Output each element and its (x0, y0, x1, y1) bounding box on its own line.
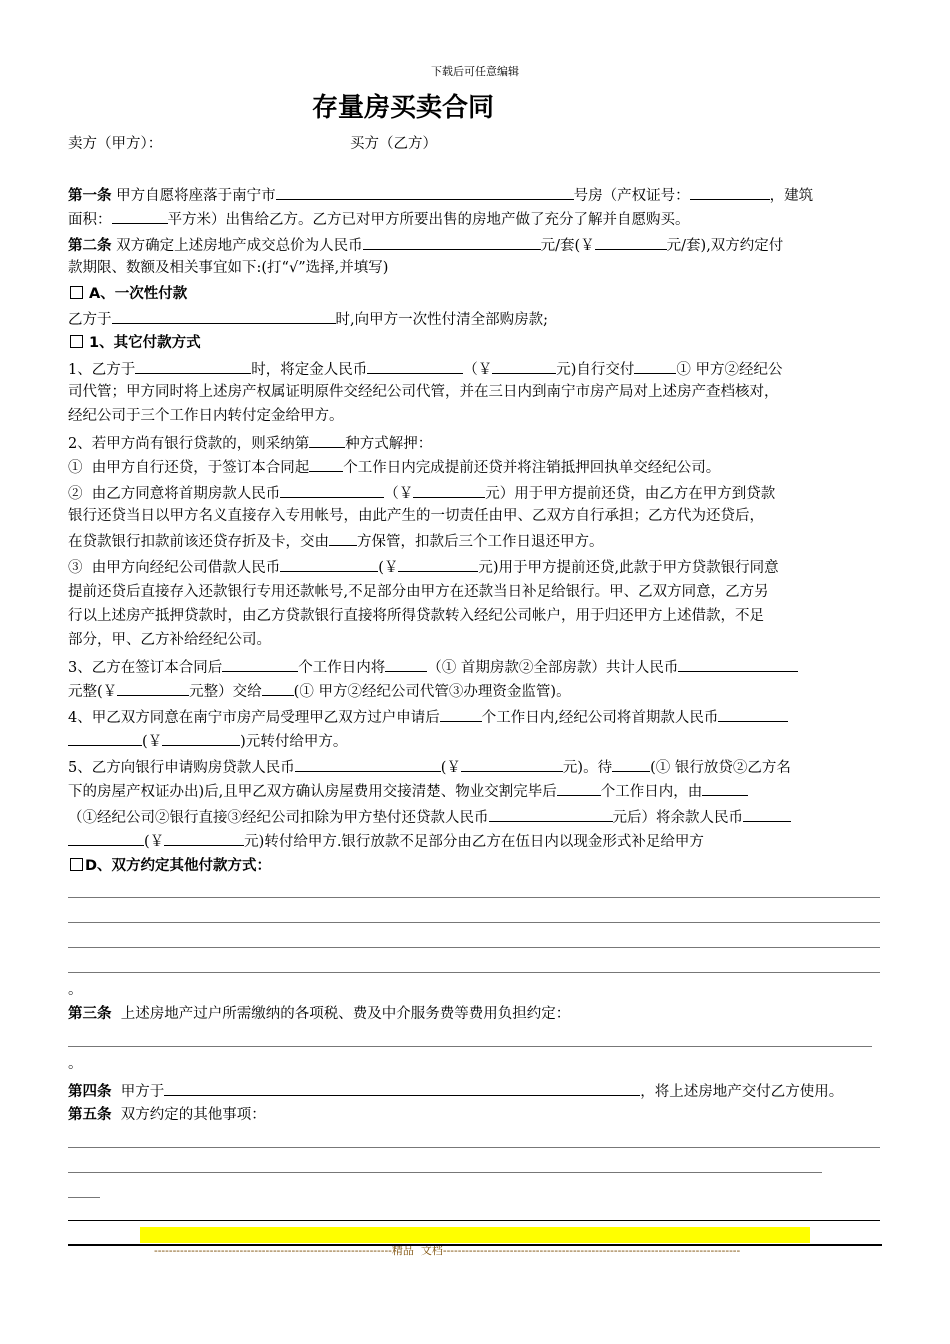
clause-3-line-2 (68, 680, 571, 702)
seller-label: 卖方（甲方）： (68, 136, 163, 152)
clause-3-text-1: 3、乙方在签订本合同后 (68, 660, 223, 676)
clause-5-line-2 (68, 780, 748, 802)
clause-2-text-12: (￥ (378, 560, 399, 576)
article-5-blank-line-1[interactable] (68, 1147, 880, 1148)
option-d-blank-line-3[interactable] (68, 947, 880, 948)
payment-type-blank[interactable] (385, 656, 427, 672)
advance-amount-blank[interactable] (489, 806, 613, 822)
article-5-line (68, 1105, 266, 1125)
clause-1-line-1 (68, 358, 783, 380)
article-2-line-2: 款期限、数额及相关事宜如下:(打“√”选择,并填写) (68, 260, 389, 276)
deposit-date-blank[interactable] (135, 358, 251, 374)
article-1-text-3: ，建筑 (769, 188, 814, 204)
option-a-label[interactable] (70, 284, 187, 304)
clause-5-line-1 (68, 756, 791, 778)
clause-4-text-1: 4、甲乙双方同意在南宁市房产局受理甲乙双方过户申请后 (68, 710, 440, 726)
option-1-label[interactable] (70, 333, 201, 353)
clause-5-text-1: 5、乙方向银行申请购房贷款人民币 (68, 760, 295, 776)
clause-2-text-1: 2、若甲方尚有银行贷款的，则采纳第 (68, 436, 310, 452)
article-2-text-3: 元/套),双方约定付 (666, 238, 784, 254)
option-a-text-1: 乙方于 (68, 312, 112, 328)
clause-5-text-7: （①经纪公司②银行直接③经纪公司扣除为甲方垫付还贷款人民币 (68, 810, 489, 826)
total-price-blank[interactable] (363, 234, 541, 250)
clause-1-text-2: 时，将定金人民币 (251, 362, 368, 378)
balance-amount-blank[interactable] (743, 806, 791, 822)
footer-dashes-left: ---------------------------------------------------------------- (154, 1244, 392, 1257)
transfer-days-blank[interactable] (440, 706, 482, 722)
clause-4-line-1 (68, 706, 788, 728)
loan-amount-blank[interactable] (280, 556, 378, 572)
handover-date-blank[interactable] (164, 1080, 640, 1096)
clause-2-line-4: 银行还贷当日以甲方名义直接存入专用帐号，由此产生的一切责任由甲、乙双方自行承担；乙方代为还贷后， (68, 508, 764, 524)
balance-payer-blank[interactable] (702, 780, 748, 796)
clause-5-text-6: 个工作日内，由 (600, 784, 703, 800)
option-a-checkbox[interactable] (70, 286, 83, 299)
clause-3-text-2: 个工作日内将 (298, 660, 386, 676)
clause-2-line-9: 部分，甲、乙方补给经纪公司。 (68, 632, 271, 648)
total-price-number-blank[interactable] (595, 234, 667, 250)
option-d-end-mark: 。 (68, 982, 83, 998)
clause-5-text-8: 元后）将余款人民币 (612, 810, 743, 826)
clause-2-text-3: ① 由甲方自行还贷，于签订本合同起 (68, 460, 310, 476)
clause-1-text-1: 1、乙方于 (68, 362, 136, 378)
payee-blank[interactable] (262, 680, 294, 696)
article-1-text-4: 面积： (68, 212, 112, 228)
payment-days-blank[interactable] (222, 656, 298, 672)
option-a-text: A、一次性付款 (89, 286, 188, 302)
clause-2-text-4: 个工作日内完成提前还贷并将注销抵押回执单交经纪公司。 (343, 460, 721, 476)
option-d-checkbox[interactable] (70, 858, 83, 871)
mortgage-number-blank[interactable] (461, 756, 563, 772)
clause-5-text-10: 元)转付给甲方.银行放款不足部分由乙方在伍日内以现金形式补足给甲方 (244, 834, 704, 850)
article-3-head: 第三条 (68, 1006, 112, 1022)
property-address-blank[interactable] (276, 184, 574, 200)
option-d-blank-line-4[interactable] (68, 972, 880, 973)
option-d-label[interactable] (70, 856, 271, 876)
first-payment-amount-blank-2[interactable] (68, 730, 142, 746)
clause-5-text-9: (￥ (144, 834, 165, 850)
payment-number-blank[interactable] (117, 680, 189, 696)
down-payment-amount-blank[interactable] (280, 482, 384, 498)
article-5-blank-line-3[interactable] (68, 1197, 100, 1198)
article-1-text-5: 平方米）出售给乙方。乙方已对甲方所要出售的房地产做了充分了解并自愿购买。 (167, 212, 690, 228)
clause-3-line-1 (68, 656, 798, 678)
article-1-head: 第一条 (68, 188, 112, 204)
clause-5-text-2: (￥ (440, 760, 461, 776)
repay-days-blank[interactable] (309, 456, 343, 472)
area-blank[interactable] (112, 208, 168, 224)
clause-3-text-3: （① 首期房款②全部房款）共计人民币 (427, 660, 679, 676)
clause-1-text-3: （￥ (463, 362, 493, 378)
clause-5-text-5: 下的房屋产权证办出)后,且甲乙双方确认房屋费用交接清楚、物业交割完毕后 (68, 784, 557, 800)
clause-2-line-7: 提前还贷后直接存入还款银行专用还款帐号,不足部分由甲方在还款当日补足给银行。甲、乙双方同意，乙方另 (68, 584, 769, 600)
article-5-text: 双方约定的其他事项： (120, 1107, 266, 1123)
clause-2-text-5: ② 由乙方同意将首期房款人民币 (68, 486, 281, 502)
mortgage-condition-blank[interactable] (612, 756, 650, 772)
clause-2-text-9: 在贷款银行扣款前该还贷存折及卡，交由 (68, 534, 329, 550)
clause-3-text-5: 元整）交给 (189, 684, 262, 700)
deposit-choice-blank[interactable] (634, 358, 676, 374)
clause-5-text-3: 元)。待 (562, 760, 613, 776)
article-4-line (68, 1080, 843, 1102)
buyer-label: 买方（乙方） (350, 136, 437, 152)
clause-2-text-2: 种方式解押： (345, 436, 433, 452)
clause-3-text-6: (① 甲方②经纪公司代管③办理资金监管)。 (293, 684, 571, 700)
article-1-text-2: 号房（产权证号： (573, 188, 690, 204)
payment-amount-blank[interactable] (678, 656, 798, 672)
balance-days-blank[interactable] (557, 780, 601, 796)
clause-2-line-6 (68, 556, 779, 578)
article-4-head: 第四条 (68, 1084, 112, 1100)
clause-5-line-4 (68, 830, 704, 852)
article-5-blank-line-4[interactable] (68, 1220, 880, 1221)
deposit-amount-blank[interactable] (367, 358, 463, 374)
article-2-line-1 (68, 234, 783, 256)
clause-2-line-1 (68, 432, 432, 454)
article-3-text: 上述房地产过户所需缴纳的各项税、费及中介服务费等费用负担约定： (120, 1006, 571, 1022)
balance-amount-blank-2[interactable] (68, 830, 144, 846)
clause-5-text-4: (① 银行放贷②乙方名 (650, 760, 791, 776)
article-5-head: 第五条 (68, 1107, 112, 1123)
article-4-text-1: 甲方于 (120, 1084, 165, 1100)
first-payment-amount-blank[interactable] (718, 706, 788, 722)
balance-number-blank[interactable] (164, 830, 244, 846)
article-2-text: 双方确定上述房地产成交总价为人民币 (116, 238, 363, 254)
certificate-number-blank[interactable] (690, 184, 770, 200)
clause-4-text-4: )元转付给甲方。 (240, 734, 348, 750)
first-payment-number-blank[interactable] (162, 730, 240, 746)
release-method-blank[interactable] (309, 432, 345, 448)
article-5-blank-line-2[interactable] (68, 1172, 822, 1173)
option-d-blank-line-2[interactable] (68, 922, 880, 923)
clause-2-text-10: 方保管，扣款后三个工作日退还甲方。 (357, 534, 604, 550)
down-payment-number-blank[interactable] (413, 482, 485, 498)
mortgage-amount-blank[interactable] (295, 756, 441, 772)
option-d-blank-line-1[interactable] (68, 897, 880, 898)
option-1-text: 1、其它付款方式 (89, 335, 201, 351)
clause-2-text-7: 元）用于甲方提前还贷，由乙方在甲方到贷款 (485, 486, 776, 502)
clause-2-line-3 (68, 482, 775, 504)
footer-dashes-right: -------------------------------------------------------------------------------- (442, 1244, 741, 1257)
clause-1-text-5: ① 甲方②经纪公 (676, 362, 783, 378)
one-time-date-blank[interactable] (112, 308, 336, 324)
footer-rule (68, 1244, 882, 1246)
option-a-line (68, 308, 548, 330)
clause-1-text-4: 元)自行交付 (556, 362, 635, 378)
clause-2-text-13: 元)用于甲方提前还贷,此款于甲方贷款银行同意 (478, 560, 779, 576)
header-note: 下载后可任意编辑 (431, 65, 519, 78)
clause-2-text-11: ③ 由甲方向经纪公司借款人民币 (68, 560, 281, 576)
loan-number-blank[interactable] (398, 556, 478, 572)
article-2-head: 第二条 (68, 238, 112, 254)
article-1-line-1 (68, 184, 813, 206)
clause-2-line-2 (68, 456, 720, 478)
footer-label: 精品 文档 (391, 1244, 443, 1257)
footer-banner (140, 1227, 810, 1257)
custodian-blank[interactable] (329, 530, 357, 546)
option-a-text-2: 时,向甲方一次性付清全部购房款; (335, 312, 548, 328)
clause-1-line-2: 司代管；甲方同时将上述房产权属证明原件交经纪公司代管，并在三日内到南宁市房产局对上述房产查档核对， (68, 384, 779, 400)
option-d-text: D、双方约定其他付款方式： (85, 858, 272, 874)
option-1-checkbox[interactable] (70, 335, 83, 348)
article-3-end-mark: 。 (68, 1056, 83, 1072)
article-2-text-2: 元/套(￥ (540, 238, 595, 254)
document-title: 存量房买卖合同 (312, 93, 495, 123)
deposit-number-blank[interactable] (492, 358, 556, 374)
clause-2-line-8: 行以上述房产抵押贷款时，由乙方贷款银行直接将所得贷款转入经纪公司帐户，用于归还甲方上述借款，不足 (68, 608, 764, 624)
clause-4-text-3: (￥ (142, 734, 163, 750)
clause-2-text-6: （￥ (384, 486, 414, 502)
article-3-line (68, 1004, 570, 1024)
clause-4-text-2: 个工作日内,经纪公司将首期款人民币 (481, 710, 719, 726)
clause-3-text-4: 元整(￥ (68, 684, 118, 700)
clause-1-line-3: 经纪公司于三个工作日内转付定金给甲方。 (68, 408, 344, 424)
clause-2-line-5 (68, 530, 604, 552)
article-1-text: 甲方自愿将座落于南宁市 (116, 188, 276, 204)
clause-4-line-2 (68, 730, 347, 752)
article-3-blank-line[interactable] (68, 1046, 872, 1047)
article-4-text-2: ，将上述房地产交付乙方使用。 (640, 1084, 844, 1100)
article-1-line-2 (68, 208, 690, 230)
clause-5-line-3 (68, 806, 791, 828)
